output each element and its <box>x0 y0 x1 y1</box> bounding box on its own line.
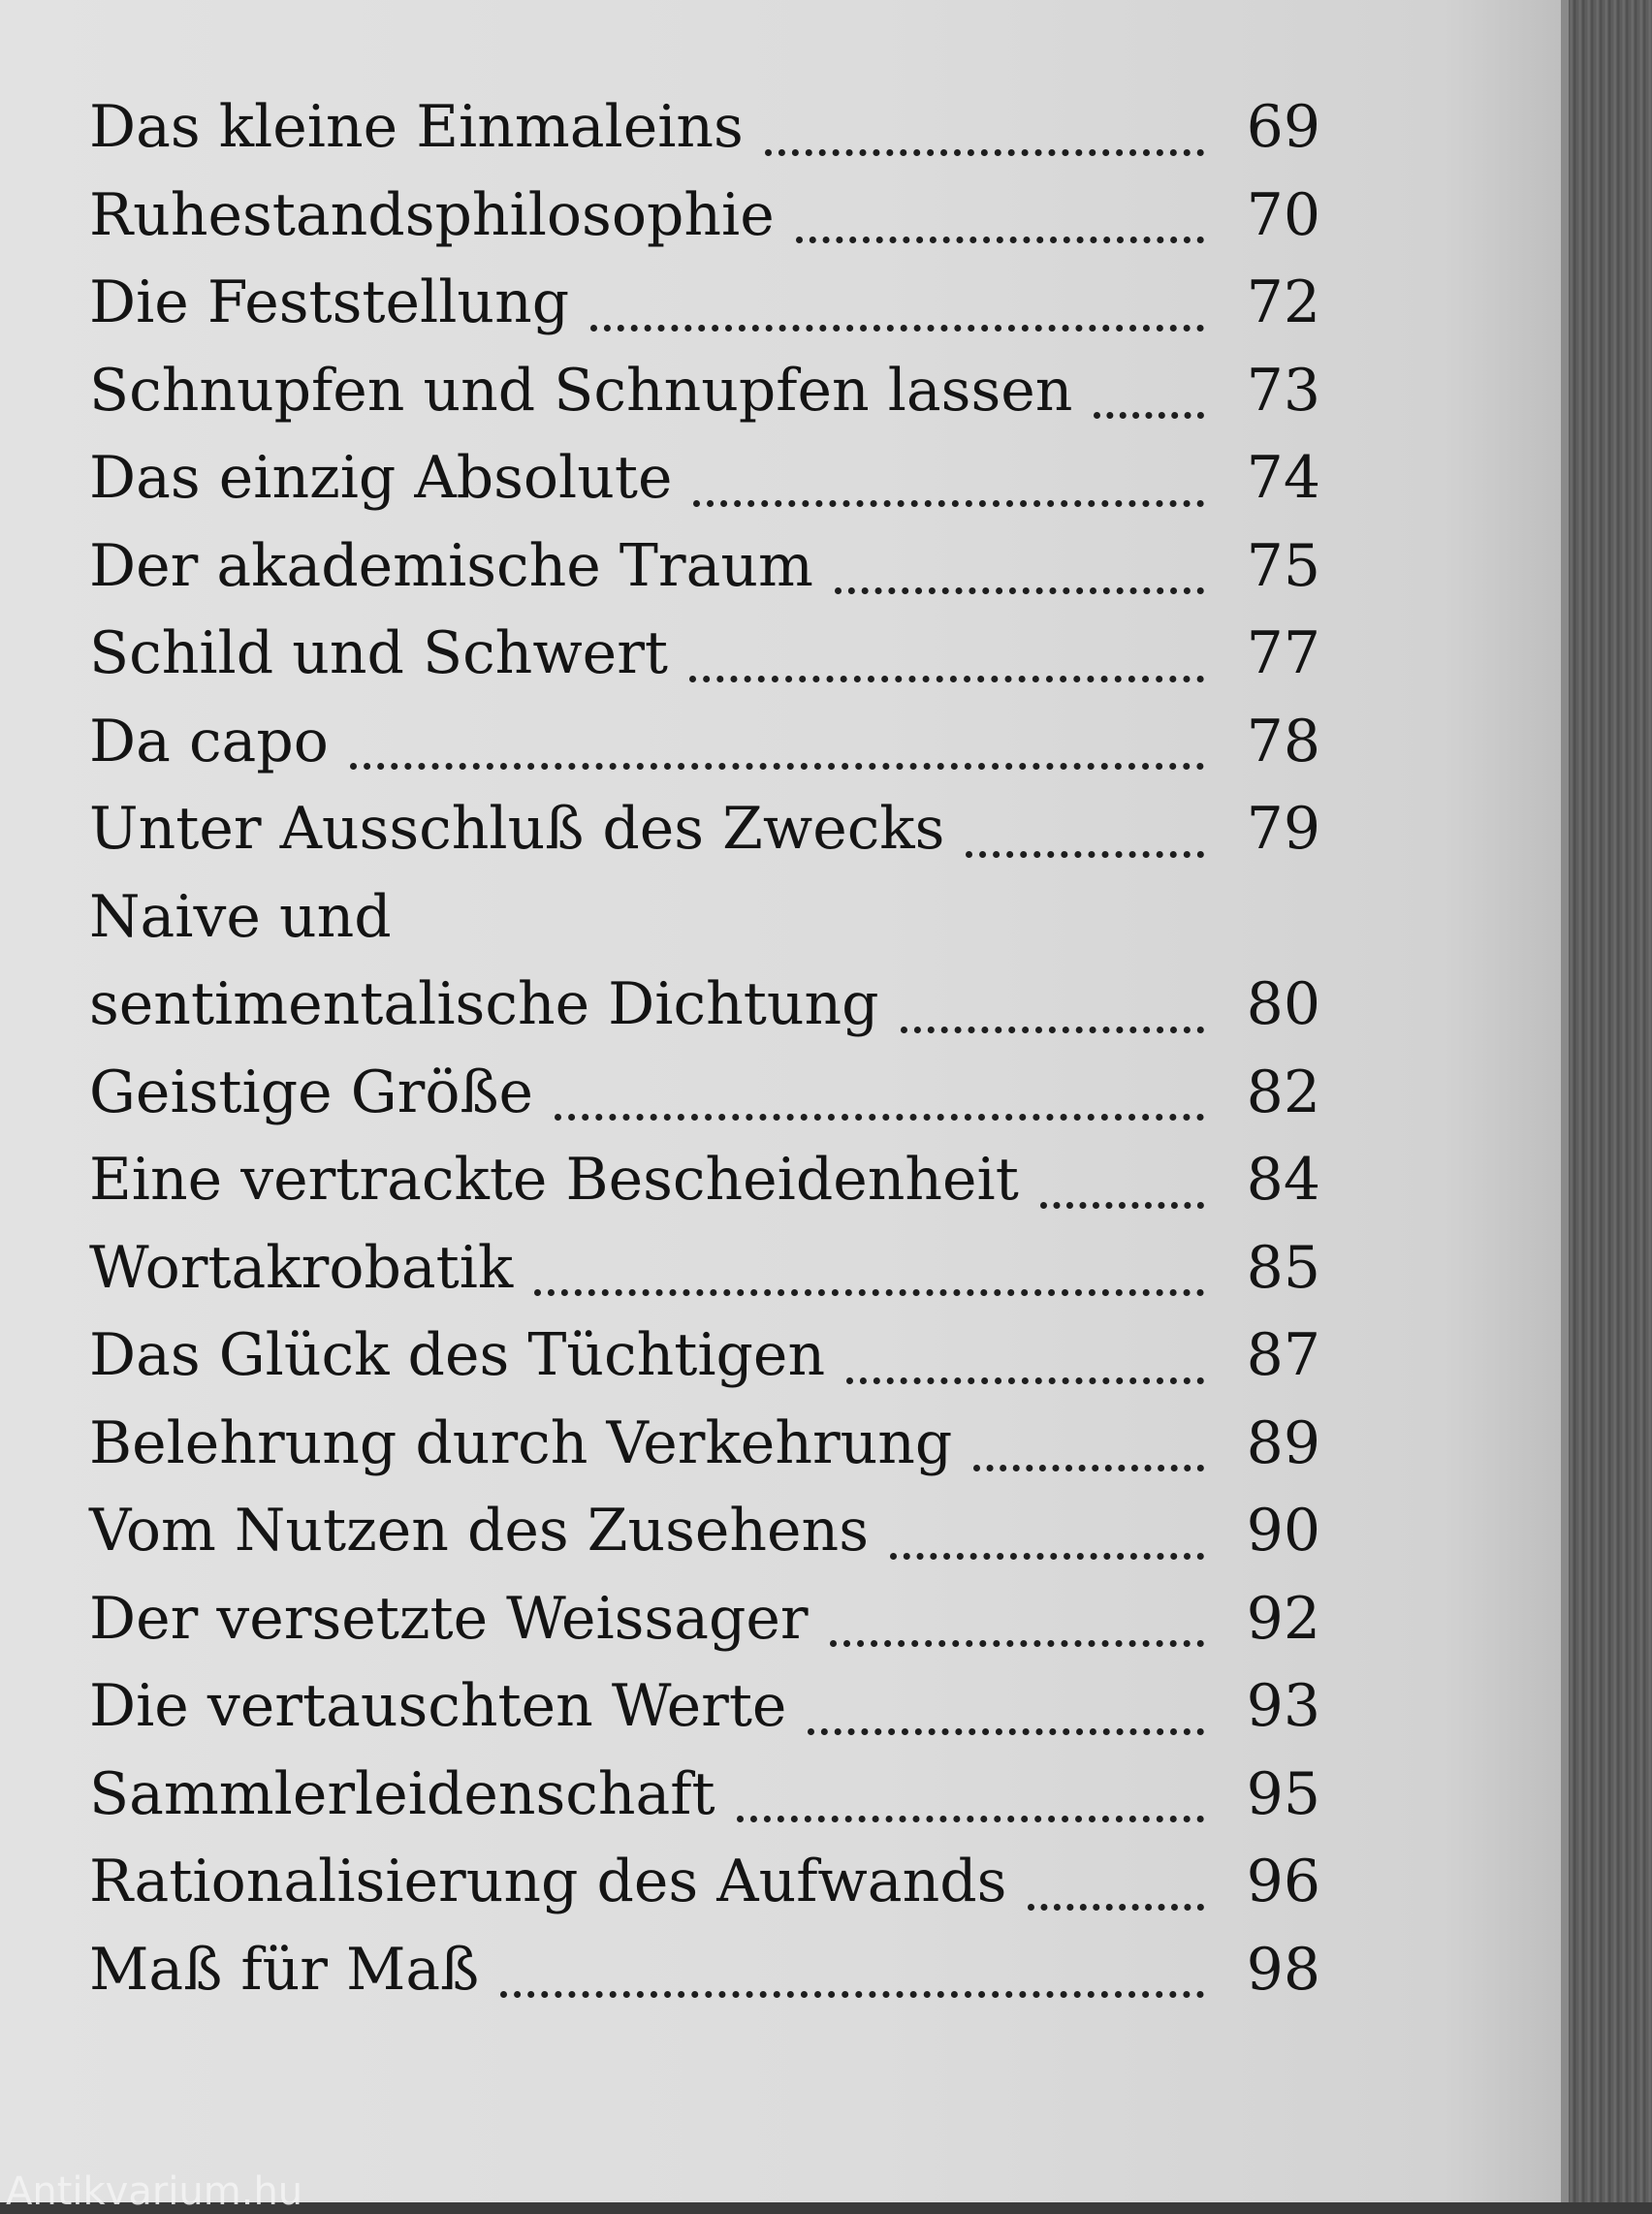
dot-leader <box>500 1981 1204 1998</box>
toc-entry-title: Das einzig Absolute <box>89 444 673 512</box>
toc-entry-title: Das Glück des Tüchtigen <box>89 1321 826 1389</box>
toc-entry-page: 90 <box>1246 1497 1320 1565</box>
toc-entry-page: 92 <box>1246 1584 1320 1653</box>
toc-entry-title: Belehrung durch Verkehrung <box>89 1408 953 1477</box>
toc-entry-title: Sammlerleidenschaft <box>89 1759 715 1828</box>
toc-entry-title: Wortakrobatik <box>89 1233 514 1302</box>
toc-entry-page: 72 <box>1246 269 1320 336</box>
toc-entry-page: 87 <box>1246 1321 1320 1389</box>
toc-entry-title: Schnupfen und Schnupfen lassen <box>89 356 1073 425</box>
toc-entry-title: Der versetzte Weissager <box>89 1584 809 1653</box>
toc-entry-title: Unter Ausschluß des Zwecks <box>89 795 945 863</box>
toc-entry-title: Der akademische Traum <box>89 531 813 600</box>
toc-entry-page: 93 <box>1246 1672 1320 1740</box>
toc-entry-title: Rationalisierung des Aufwands <box>89 1848 1007 1915</box>
toc-entry-title: Maß für Maß <box>89 1935 480 2004</box>
toc-entry-page: 75 <box>1246 531 1320 600</box>
toc-entry-page: 79 <box>1246 795 1320 863</box>
dot-leader <box>796 227 1204 243</box>
dot-leader <box>737 1806 1204 1822</box>
table-of-contents <box>89 93 1320 2027</box>
dot-leader <box>765 140 1204 156</box>
dot-leader <box>830 1630 1204 1647</box>
dot-leader <box>966 841 1204 858</box>
toc-entry-title: Naive und sentimentalische Dichtung <box>89 882 879 1038</box>
toc-entry-title: Ruhestandsphilosophie <box>89 180 775 249</box>
dot-leader <box>590 315 1204 332</box>
toc-entry <box>89 1935 1320 2028</box>
toc-entry-page: 84 <box>1246 1146 1320 1214</box>
toc-entry-page: 80 <box>1246 970 1320 1038</box>
toc-entry-title: Schild und Schwert <box>89 619 668 687</box>
toc-entry-page: 78 <box>1246 707 1320 775</box>
toc-entry-title: Eine vertrackte Bescheidenheit <box>89 1146 1019 1214</box>
dot-leader <box>835 578 1204 594</box>
toc-entry-page: 74 <box>1246 444 1320 512</box>
toc-entry-page: 69 <box>1246 93 1320 161</box>
toc-entry-title: Geistige Größe <box>89 1058 534 1126</box>
dot-leader <box>846 1368 1204 1384</box>
toc-entry-page: 95 <box>1246 1759 1320 1828</box>
dot-leader <box>350 753 1204 770</box>
toc-entry <box>89 882 1320 1062</box>
toc-entry-page: 82 <box>1246 1058 1320 1126</box>
dot-leader <box>693 490 1204 507</box>
dot-leader <box>1028 1894 1204 1911</box>
toc-entry-page: 73 <box>1246 356 1320 425</box>
dot-leader <box>689 666 1204 682</box>
dot-leader <box>973 1455 1204 1471</box>
dot-leader <box>901 1017 1204 1033</box>
dot-leader <box>1094 402 1204 419</box>
toc-entry-title: Die vertauschten Werte <box>89 1672 787 1740</box>
toc-entry-page: 89 <box>1246 1408 1320 1477</box>
toc-entry-page: 98 <box>1246 1935 1320 2004</box>
toc-entry-page: 77 <box>1246 619 1320 687</box>
dot-leader <box>808 1719 1204 1735</box>
toc-entry-title: Die Feststellung <box>89 269 570 336</box>
watermark: Antikvarium.hu <box>6 2169 303 2214</box>
dot-leader <box>534 1280 1204 1296</box>
toc-entry-title: Vom Nutzen des Zusehens <box>89 1497 869 1565</box>
dot-leader <box>890 1543 1204 1560</box>
dot-leader <box>1040 1192 1204 1209</box>
dot-leader <box>555 1104 1204 1121</box>
toc-entry-title: Da capo <box>89 707 329 775</box>
toc-entry-page: 70 <box>1246 180 1320 249</box>
toc-entry-title: Das kleine Einmaleins <box>89 93 744 161</box>
toc-entry-page: 85 <box>1246 1233 1320 1302</box>
toc-entry-page: 96 <box>1246 1848 1320 1915</box>
book-cover-edge <box>1569 0 1652 2202</box>
